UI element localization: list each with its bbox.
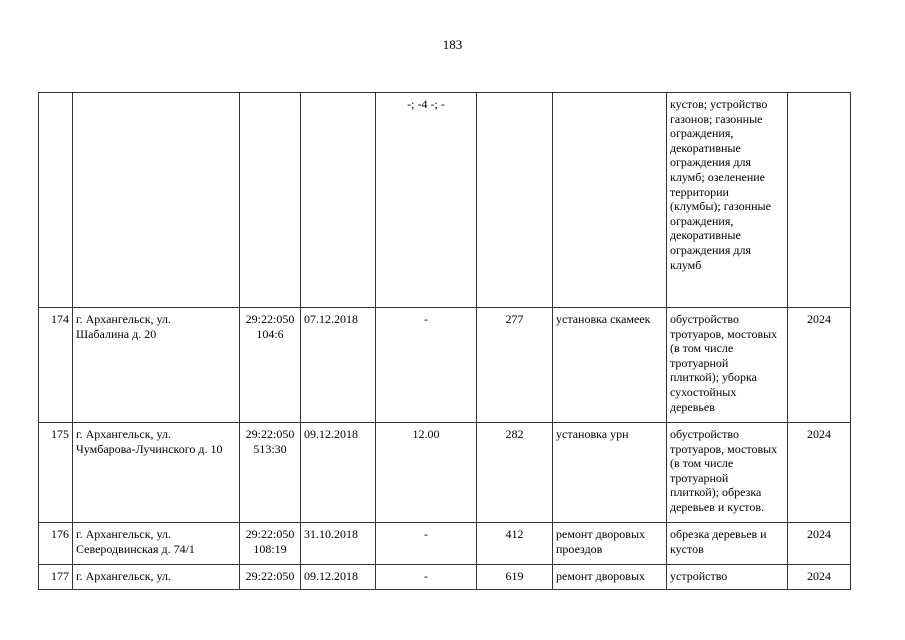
year-cell: 2024 xyxy=(788,523,851,565)
cadastral-number-cell: 29:22:050 104:6 xyxy=(240,308,301,423)
row-number: 176 xyxy=(39,523,73,565)
planned-work-cell: обрезка деревьев и кустов xyxy=(667,523,788,565)
sum-cell: - xyxy=(376,523,477,565)
area-cell: 282 xyxy=(477,423,553,523)
address-cell: г. Архангельск, ул. Северодвинская д. 74/1 xyxy=(73,523,240,565)
address-cell xyxy=(73,93,240,308)
cadastral-number-cell: 29:22:050 108:19 xyxy=(240,523,301,565)
year-cell: 2024 xyxy=(788,308,851,423)
row-number xyxy=(39,93,73,308)
date-cell: 07.12.2018 xyxy=(301,308,376,423)
sum-cell: - xyxy=(376,308,477,423)
work-cell: ремонт дворовых проездов xyxy=(553,523,667,565)
address-cell: г. Архангельск, ул. xyxy=(73,565,240,590)
table-row xyxy=(39,423,851,523)
date-cell: 09.12.2018 xyxy=(301,565,376,590)
area-cell: 619 xyxy=(477,565,553,590)
cadastral-number-cell: 29:22:050 xyxy=(240,565,301,590)
area-cell xyxy=(477,93,553,308)
table-row xyxy=(39,523,851,565)
date-cell: 09.12.2018 xyxy=(301,423,376,523)
work-cell: установка урн xyxy=(553,423,667,523)
planned-work-cell: кустов; устройство газонов; газонные ограждения, декоративные ограждения для клумб; озеленение территории (клумбы); газонные ограждения, декоративные ограждения для клумб xyxy=(667,93,788,308)
sum-cell: -; -4 -; - xyxy=(376,93,477,308)
planned-work-cell: обустройство тротуаров, мостовых (в том числе тротуарной плиткой); уборка сухостойных деревьев xyxy=(667,308,788,423)
sum-cell: - xyxy=(376,565,477,590)
date-cell: 31.10.2018 xyxy=(301,523,376,565)
address-cell: г. Архангельск, ул. Шабалина д. 20 xyxy=(73,308,240,423)
page-number: 183 xyxy=(442,37,463,52)
cadastral-number-cell xyxy=(240,93,301,308)
year-cell: 2024 xyxy=(788,423,851,523)
table-row xyxy=(39,565,851,590)
year-cell: 2024 xyxy=(788,565,851,590)
work-cell: установка скамеек xyxy=(553,308,667,423)
row-number: 177 xyxy=(39,565,73,590)
area-cell: 412 xyxy=(477,523,553,565)
planned-work-cell: обустройство тротуаров, мостовых (в том числе тротуарной плиткой); обрезка деревьев и кустов. xyxy=(667,423,788,523)
sum-cell: 12.00 xyxy=(376,423,477,523)
planned-work-cell: устройство xyxy=(667,565,788,590)
work-cell xyxy=(553,93,667,308)
row-number: 175 xyxy=(39,423,73,523)
table-row xyxy=(39,93,851,308)
table-row xyxy=(39,308,851,423)
date-cell xyxy=(301,93,376,308)
work-cell: ремонт дворовых xyxy=(553,565,667,590)
year-cell xyxy=(788,93,851,308)
cadastral-number-cell: 29:22:050 513:30 xyxy=(240,423,301,523)
row-number: 174 xyxy=(39,308,73,423)
address-cell: г. Архангельск, ул. Чумбарова-Лучинского д. 10 xyxy=(73,423,240,523)
registry-table xyxy=(38,92,851,590)
area-cell: 277 xyxy=(477,308,553,423)
